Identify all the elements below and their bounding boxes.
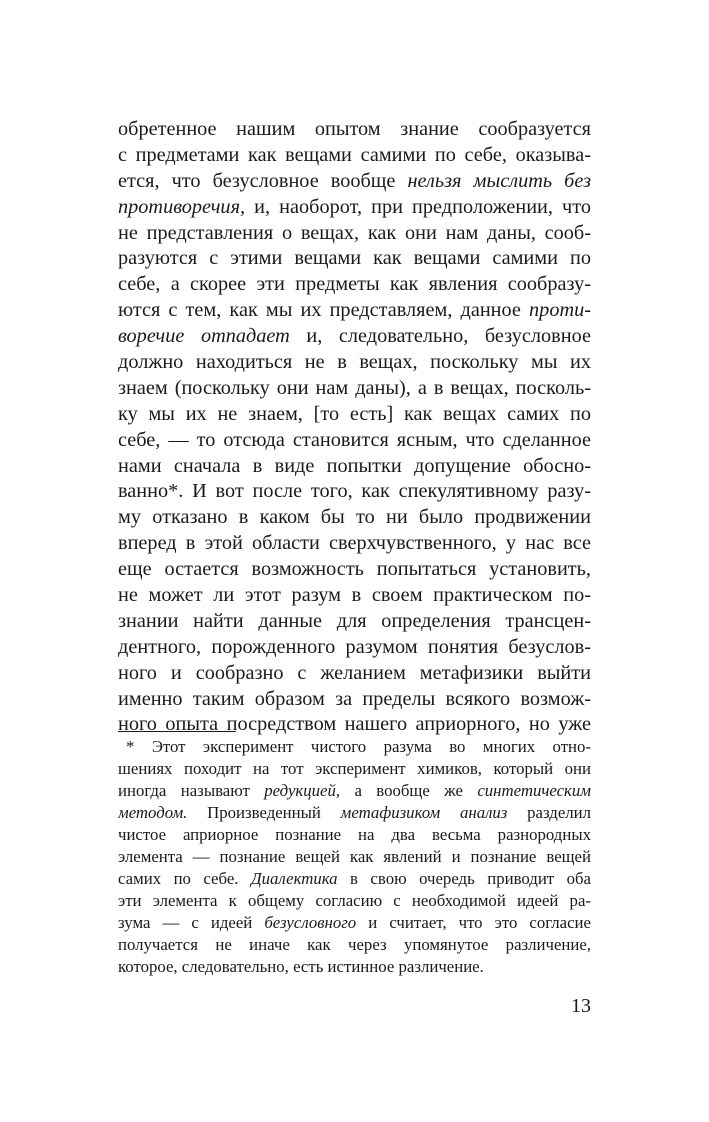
main-text-line: с предметами как вещами самими по себе, оказыва- [118,143,591,166]
footnote-line: самих по себе. Диалектика в свою очередь приводит оба [118,869,591,888]
italic-phrase: воречие отпадает [118,325,290,348]
footnote-line: элемента — познание вещей как явлений и познание вещей [118,847,591,866]
main-text-line: ку мы их не знаем, [то есть] как вещах самих по [118,402,591,425]
italic-phrase: противоречия, [118,195,246,218]
footnote-line: которое, следовательно, есть истинное различение. [118,957,484,976]
main-text-line: не может ли этот разум в своем практическом по- [118,584,591,607]
main-text-line: нами сначала в виде попытки допущение обосно- [118,454,591,477]
main-text-line: воречие отпадает и, следовательно, безусловное [118,325,591,348]
main-text-block [118,117,591,738]
main-text-line: вперед в этой области сверхчувственного, у нас все [118,532,591,555]
page-number: 13 [571,995,591,1017]
italic-phrase: методом. [118,803,188,822]
italic-phrase: безусловного [264,913,357,932]
italic-phrase: Диалектика [250,869,338,888]
footnote-line: методом. Произведенный метафизиком анализ разделил [118,803,591,822]
main-text-line: знаем (поскольку они нам даны), а в вещах, посколь- [118,376,591,399]
italic-phrase: проти- [529,299,591,322]
main-text-line: разуются с этими вещами как вещами самими по [118,247,591,270]
main-text-line: еще остается возможность попытаться установить, [118,558,591,581]
footnote-block [118,736,591,978]
main-text-line: знании найти данные для определения трансцен- [118,609,591,632]
footnote-separator [118,731,236,732]
main-text-line: себе, — то отсюда становится ясным, что сделанное [118,428,591,451]
main-text-line: ванно*. И вот после того, как спекулятивному разу- [118,480,591,503]
main-text-line: противоречия, и, наоборот, при предположении, что [118,195,591,218]
footnote-line: шениях походит на тот эксперимент химиков, который они [118,759,591,778]
main-text-line: не представления о вещах, как они нам даны, сооб- [118,221,591,244]
italic-phrase: нельзя мыслить без [407,169,591,192]
footnote-line: иногда называют редукцией, а вообще же синтетическим [118,781,591,800]
main-text-line: ется, что безусловное вообще нельзя мыслить без [118,169,591,192]
main-text-line: му отказано в каком бы то ни было продвижении [118,506,591,529]
main-text-line: должно находиться не в вещах, поскольку мы их [118,351,591,374]
main-text-line: именно таким образом за пределы всякого возмож- [118,687,591,710]
footnote-line: чистое априорное познание на два весьма разнородных [118,825,591,844]
main-text-line: ного и сообразно с желанием метафизики выйти [118,661,591,684]
main-text-line: себе, а скорее эти предметы как явления сообразу- [118,273,591,296]
main-text-line: обретенное нашим опытом знание сообразуется [118,118,591,140]
footnote-line: эти элемента к общему согласию с необходимой идеей ра- [118,891,591,910]
footnote-line: получается не иначе как через упомянутое различение, [118,935,591,954]
main-text-line: ются с тем, как мы их представляем, данное проти- [118,299,591,322]
footnote-line: зума — с идеей безусловного и считает, что это согласие [118,913,591,932]
italic-phrase: метафизиком анализ [340,803,508,822]
main-text-line: ного опыта посредством нашего априорного, но уже [118,713,591,736]
italic-phrase: редукцией, [264,781,341,800]
footnote-line: * Этот эксперимент чистого разума во многих отно- [126,737,591,756]
italic-phrase: синтетическим [477,781,591,800]
main-text-line: дентного, порожденного разумом понятия безуслов- [118,635,591,658]
